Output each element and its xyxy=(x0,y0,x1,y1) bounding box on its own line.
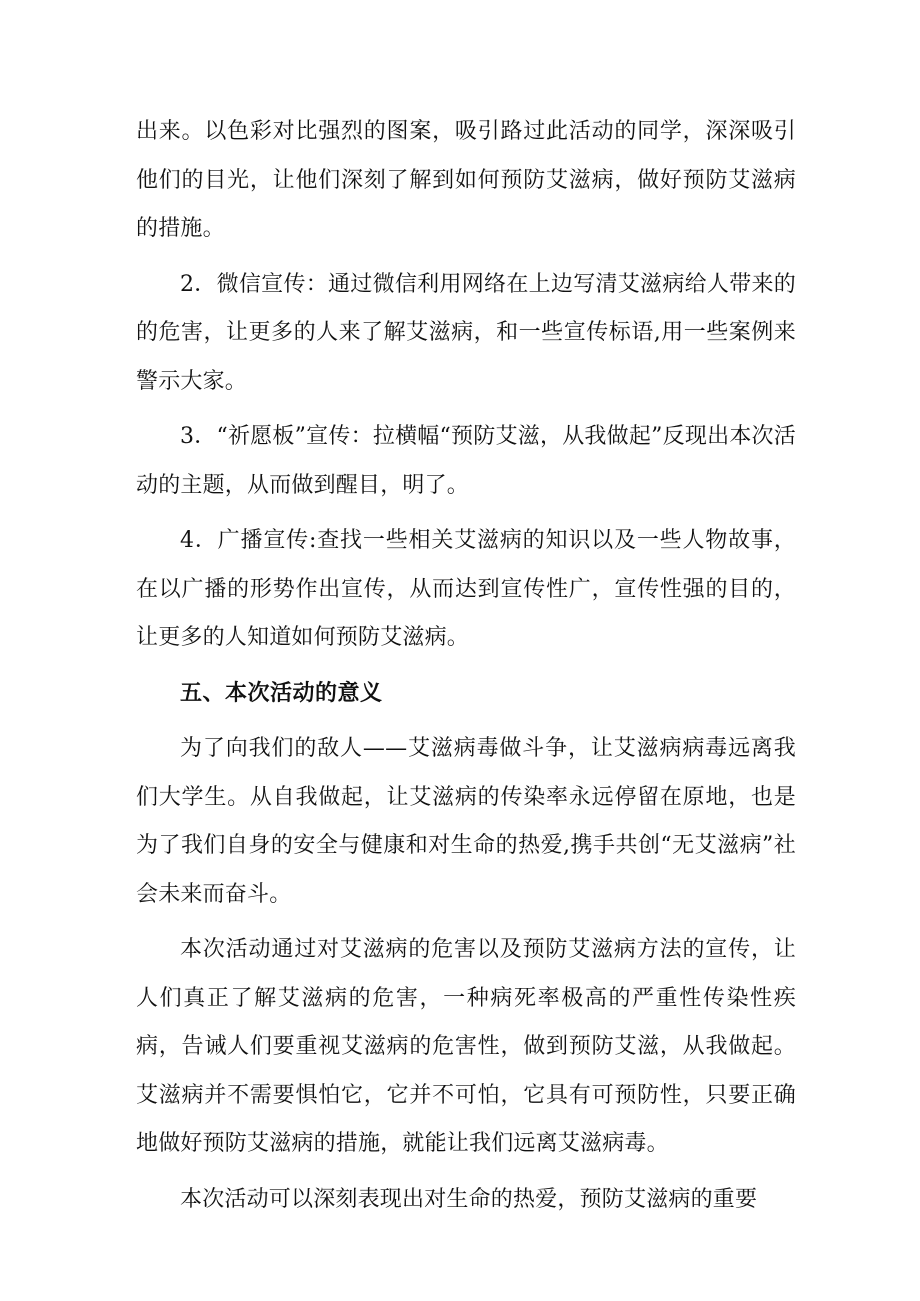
paragraph-continuation: 出来。以色彩对比强烈的图案，吸引路过此活动的同学，深深吸引他们的目光，让他们深刻了解到如何预防艾滋病，做好预防艾滋病的措施。 xyxy=(136,119,796,241)
paragraph-wish-board-promotion: 3．“祈愿板”宣传：拉横幅“预防艾滋，从我做起”反现出本次活动的主题，从而做到醒目，明了。 xyxy=(136,424,796,498)
paragraph-significance-2: 本次活动通过对艾滋病的危害以及预防艾滋病方法的宣传，让人们真正了解艾滋病的危害，一种病死率极高的严重性传染性疾病，告诫人们要重视艾滋病的危害性，做到预防艾滋，从我做起。艾滋病并不需要惧怕它，它并不可怕，它具有可预防性，只要正确地做好预防艾滋病的措施，就能让我们远离艾滋病毒。 xyxy=(136,937,796,1156)
paragraph-broadcast-promotion: 4．广播宣传:查找一些相关艾滋病的知识以及一些人物故事，在以广播的形势作出宣传，从而达到宣传性广，宣传性强的目的，让更多的人知道如何预防艾滋病。 xyxy=(136,528,796,650)
paragraph-significance-1: 为了向我们的敌人——艾滋病毒做斗争，让艾滋病病毒远离我们大学生。从自我做起，让艾滋病的传染率永远停留在原地，也是为了我们自身的安全与健康和对生命的热爱,携手共创“无艾滋病”社会未来而奋斗。 xyxy=(136,736,796,907)
section-heading-significance: 五、本次活动的意义 xyxy=(180,680,383,706)
paragraph-wechat-promotion: 2．微信宣传：通过微信利用网络在上边写清艾滋病给人带来的的危害，让更多的人来了解艾滋病，和一些宣传标语,用一些案例来警示大家。 xyxy=(136,271,796,394)
paragraph-significance-3: 本次活动可以深刻表现出对生命的热爱，预防艾滋病的重要 xyxy=(180,1186,758,1212)
document-body xyxy=(136,108,796,1231)
